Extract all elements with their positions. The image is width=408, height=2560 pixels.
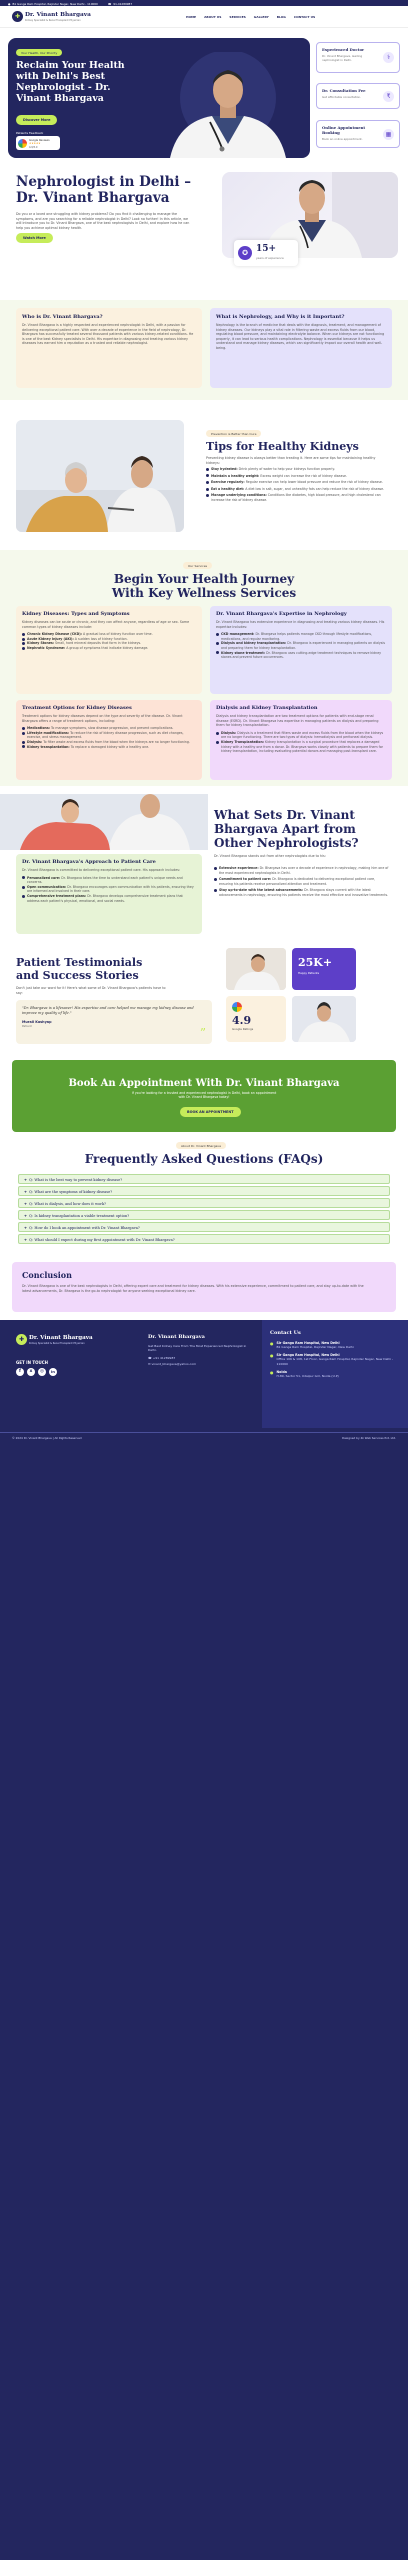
years-label: years of experience bbox=[256, 256, 284, 260]
services-section bbox=[0, 550, 408, 786]
social-links bbox=[16, 1368, 57, 1376]
intro-section bbox=[0, 164, 408, 300]
hero-card-fee-title: Dr. Consultation Fee bbox=[322, 88, 366, 93]
bullet-icon bbox=[22, 642, 25, 645]
approach-photo bbox=[0, 794, 208, 850]
calendar-icon: ▦ bbox=[383, 129, 394, 140]
bullet-icon bbox=[214, 878, 217, 881]
services-badge: Our Services bbox=[183, 562, 212, 569]
plus-icon: + bbox=[24, 1189, 28, 1194]
faq-section bbox=[0, 1140, 408, 1260]
testimonials-title: Patient Testimonials and Success Stories bbox=[16, 956, 143, 982]
hero-badge: Your Health, Our Priority bbox=[16, 49, 62, 56]
faq-item[interactable]: + Q: What is dialysis, and how does it work? bbox=[18, 1198, 390, 1208]
contact-item-sub: Office 106 & 108, 1st Floor, Ganga Ram Hospital, Rajinder Nagar, New Delhi - 110060 bbox=[276, 1357, 394, 1366]
conclusion-card bbox=[12, 1262, 396, 1312]
happy-patients-label: Happy Patients bbox=[298, 971, 320, 975]
get-in-touch-label: GET IN TOUCH bbox=[16, 1360, 49, 1365]
testimonial-photo-1 bbox=[226, 948, 286, 990]
footer-logo-icon[interactable]: ✚ bbox=[16, 1334, 27, 1345]
approach-card bbox=[16, 854, 202, 934]
footer-divider bbox=[0, 1432, 408, 1433]
happy-patients-value: 25K+ bbox=[298, 956, 333, 969]
service-card-title: Dialysis and Kidney Transplantation bbox=[216, 705, 318, 711]
list-item: Extensive experience: Dr. Bhargava has over a decade of experience in nephrology, making him one of the most experienced nephrologists in Delhi. bbox=[214, 866, 390, 875]
bullet-icon bbox=[214, 889, 217, 892]
location-icon: ● bbox=[270, 1341, 274, 1346]
conclusion-text: Dr. Vinant Bhargava is one of the best nephrologists in Delhi, offering expert care and treatment for kidney diseases. With his extensive experience, commitment to patient care, and stay up-to-date with the latest advancements, Dr. Bhargava is the go-to nephrologist for anyone seeking exceptional kidney care. bbox=[22, 1284, 364, 1293]
bullet-icon bbox=[22, 886, 25, 889]
testimonial-quote: "Dr. Bhargava is a lifesaver! His expertise and care helped me manage my kidney disease and improve my quality of life." bbox=[22, 1006, 194, 1015]
bullet-icon bbox=[216, 651, 219, 654]
plus-icon: + bbox=[24, 1237, 28, 1242]
bullet-icon bbox=[216, 741, 219, 744]
list-item: Nephrotic Syndrome: A group of symptoms that indicate kidney damage. bbox=[22, 646, 196, 651]
tips-badge: Prevention is Better than Cure bbox=[206, 430, 261, 437]
appointment-banner bbox=[12, 1060, 396, 1132]
intro-text: Do you or a loved one struggling with kidney problems? Do you find it challenging to manage the symptoms, and are you searching for a reliable nephrologist in Delhi? Look no further! In this article, we will introduce you to Dr. Vinant Bhargava, one of the best nephrologists in Delhi, and explore how he can help you achieve optimal kidney health. bbox=[16, 212, 190, 230]
list-item: Chronic Kidney Disease (CKD): A gradual loss of kidney function over time. bbox=[22, 632, 196, 637]
service-card-expertise bbox=[210, 606, 392, 694]
sets-apart-title: What Sets Dr. Vinant Bhargava Apart from Other Nephrologists? bbox=[214, 808, 359, 850]
nav-services[interactable]: SERVICES bbox=[229, 15, 246, 19]
phone-icon: ☎ bbox=[148, 1356, 153, 1360]
feedback-label: Patients Feedback bbox=[16, 131, 44, 135]
sets-apart-list bbox=[214, 866, 390, 898]
hero-title: Reclaim Your Health with Delhi's Best Nephrologist - Dr. Vinant Bhargava bbox=[16, 60, 125, 104]
testimonial-card bbox=[16, 1000, 212, 1044]
list-item: Kidney Stones: Small, hard mineral deposits that form in the kidneys. bbox=[22, 641, 196, 646]
hero-card-fee[interactable] bbox=[316, 83, 400, 109]
discover-more-button[interactable]: Discover More bbox=[16, 115, 57, 125]
faq-title: Frequently Asked Questions (FAQs) bbox=[84, 1152, 324, 1166]
bullet-icon bbox=[22, 745, 25, 748]
list-item: Kidney transplantation: To replace a damaged kidney with a healthy one. bbox=[22, 745, 196, 750]
service-card-treatment bbox=[16, 700, 202, 780]
nav-home[interactable]: HOME bbox=[186, 15, 197, 19]
conclusion-title: Conclusion bbox=[22, 1270, 72, 1280]
plus-icon: + bbox=[24, 1201, 28, 1206]
what-text: Nephrology is the branch of medicine that deals with the diagnosis, treatment, and management of kidney diseases. Our kidneys play a vital role in filtering waste and excess fluids from our blood, regulating blood pressure, and maintaining electrolyte balance. When our kidneys are not functioning properly, it can lead to serious health complications. Nephrology is essential because it helps us understand and manage kidney diseases, which can significantly impact our overall health and well-being. bbox=[216, 323, 385, 350]
award-icon: ✪ bbox=[238, 246, 252, 260]
instagram-icon[interactable]: ◎ bbox=[38, 1368, 46, 1376]
plus-icon: + bbox=[24, 1213, 28, 1218]
approach-title: Dr. Vinant Bhargava's Approach to Patient Care bbox=[22, 859, 156, 865]
bullet-icon bbox=[206, 474, 209, 477]
logo-icon[interactable]: ✚ bbox=[12, 11, 23, 22]
book-appointment-button[interactable]: BOOK AN APPOINTMENT bbox=[180, 1107, 241, 1117]
bullet-icon bbox=[206, 481, 209, 484]
main-nav bbox=[186, 15, 315, 19]
testimonials-text: Don't just take our word for it! Here's what some of Dr. Vinant Bhargava's patients have to say: bbox=[16, 986, 166, 995]
contact-item-title: Sir Ganga Ram Hospital, New Delhi bbox=[276, 1341, 340, 1345]
who-card bbox=[16, 308, 202, 388]
bullet-icon bbox=[22, 638, 25, 641]
phone-icon: ☎ bbox=[107, 1, 112, 6]
service-card-diseases bbox=[16, 606, 202, 694]
bullet-icon bbox=[206, 494, 209, 497]
list-item: Stay up-to-date with the latest advancements: Dr. Bhargava stays current with the latest advancements in nephrology, ensuring his patients receive the most effective and innovative treatments. bbox=[214, 888, 390, 897]
footer-col3-title: Contact Us bbox=[270, 1330, 301, 1336]
google-review-card[interactable] bbox=[16, 136, 60, 150]
hero-card-fee-text: Get affordable consultation. bbox=[322, 95, 362, 99]
list-item: Eat a healthy diet: A diet low in salt, sugar, and unhealthy fats can help reduce the risk of kidney disease. bbox=[206, 487, 390, 492]
tips-section bbox=[0, 400, 408, 550]
footer-phone[interactable]: ☎ +91 41289987 bbox=[148, 1356, 176, 1360]
plus-icon: + bbox=[24, 1177, 28, 1182]
google-rating-label: Google Ratings bbox=[232, 1027, 254, 1031]
service-card-title: Treatment Options for Kidney Diseases bbox=[22, 705, 132, 711]
what-title: What is Nephrology, and Why is it Important? bbox=[216, 314, 345, 320]
faq-item[interactable]: + Q: What are the symptoms of kidney disease? bbox=[18, 1186, 390, 1196]
list-item: Open communication: Dr. Bhargava encourages open communication with his patients, ensuring they are informed and involved in their care. bbox=[22, 885, 196, 894]
faq-item[interactable]: + Q: Is kidney transplantation a viable treatment option? bbox=[18, 1210, 390, 1220]
hero-section bbox=[0, 28, 408, 164]
fee-icon: ₹ bbox=[383, 91, 394, 102]
hero-card-booking-title: Online Appointment Booking bbox=[322, 125, 366, 135]
footer-col2-title: Dr. Vinant Bhargava bbox=[148, 1334, 205, 1340]
sets-apart-text: Dr. Vinant Bhargava stands out from other nephrologists due to his: bbox=[214, 854, 326, 858]
tips-photo bbox=[16, 420, 184, 532]
who-title: Who is Dr. Vinant Bhargava? bbox=[22, 314, 103, 320]
service-card-text: Dialysis and kidney transplantation are two treatment options for patients with end-stage renal disease (ESRD). Dr. Vinant Bhargava has expertise in managing patients on dialysis and preparing them for kidney transplantation. bbox=[216, 714, 379, 728]
list-item: Dialysis: Dialysis is a treatment that filters waste and excess fluids from the blood when the kidneys are no longer functioning. There are two types of dialysis: hemodialysis and peritoneal dialysis. bbox=[216, 731, 386, 740]
list-item: Lifestyle modifications: To reduce the risk of kidney disease progression, such as diet changes, exercise, and stress management. bbox=[22, 731, 196, 740]
service-card-title: Dr. Vinant Bhargava's Expertise in Nephrology bbox=[216, 611, 347, 617]
quote-icon: ” bbox=[199, 1026, 206, 1040]
mail-icon: ✉ bbox=[148, 1362, 152, 1366]
site-header bbox=[0, 6, 408, 28]
footer-email[interactable]: ✉ vinant_bhargava@yahoo.com bbox=[148, 1362, 197, 1366]
contact-item-sub: H-89, Sector 51, Udaipur Girl, Noida (U.P) bbox=[276, 1374, 339, 1379]
contact-item bbox=[270, 1353, 400, 1366]
location-icon: ● bbox=[270, 1370, 274, 1376]
testimonial-author: Murali Kashyap bbox=[22, 1020, 52, 1024]
watch-more-button[interactable]: Watch More bbox=[16, 233, 53, 243]
services-title: Begin Your Health Journey With Key Wellness Services bbox=[111, 572, 297, 600]
bullet-icon bbox=[22, 876, 25, 879]
doctor-icon: ⚕ bbox=[383, 52, 394, 63]
bullet-icon bbox=[22, 647, 25, 650]
bullet-icon bbox=[216, 732, 219, 735]
faq-item[interactable]: + Q: What should I expect during my first appointment with Dr. Vinant Bhargava? bbox=[18, 1234, 390, 1244]
twitter-icon[interactable]: x bbox=[27, 1368, 35, 1376]
list-item: Manage underlying conditions: Conditions like diabetes, high blood pressure, and high cholesterol can increase the risk of kidney disease. bbox=[206, 493, 390, 502]
bullet-icon bbox=[216, 642, 219, 645]
bullet-icon bbox=[22, 732, 25, 735]
brand-tagline: Kidney Specialist & Renal Transplant Physician bbox=[25, 19, 81, 22]
bullet-icon bbox=[206, 468, 209, 471]
hero-card-experienced-text: Dr. Vinant Bhargava, leading nephrologist in Delhi. bbox=[322, 54, 363, 62]
service-card-text: Dr. Vinant Bhargava has extensive experience in diagnosing and treating various kidney diseases. His expertise includes: bbox=[216, 620, 385, 629]
google-icon bbox=[232, 1002, 242, 1012]
stat-card-rating bbox=[226, 996, 286, 1042]
copyright-text: © 2024 Dr. Vinant Bhargava | All Rights Reserved bbox=[12, 1436, 82, 1440]
bullet-icon bbox=[206, 488, 209, 491]
google-review-label: Google Reviews bbox=[29, 138, 50, 142]
list-item: Acute Kidney Injury (AKI): A sudden loss of kidney function. bbox=[22, 637, 196, 642]
faq-item[interactable]: + Q: How do I book an appointment with Dr. Vinant Bhargava? bbox=[18, 1222, 390, 1232]
facebook-icon[interactable]: f bbox=[16, 1368, 24, 1376]
topbar-address: B1 Ganga Ram Hospital, Rajinder Nagar, New Delhi - 110060 bbox=[12, 1, 98, 6]
service-card-text: Treatment options for kidney diseases depend on the type and severity of the disease. Dr. Vinant Bhargava offers a range of treatment options, including: bbox=[22, 714, 183, 723]
google-icon bbox=[18, 139, 27, 148]
testimonial-role: Patient bbox=[22, 1024, 32, 1028]
linkedin-icon[interactable]: in bbox=[50, 1369, 55, 1374]
hero-card-experienced-title: Experienced Doctor bbox=[322, 47, 364, 52]
design-credit[interactable]: Designed by 4k Web Services Pvt. Ltd. bbox=[342, 1436, 396, 1440]
list-item: Commitment to patient care: Dr. Bhargava is dedicated to delivering exceptional patient care, ensuring his patients receive personalized attention and treatment. bbox=[214, 877, 390, 886]
appointment-section bbox=[0, 1052, 408, 1140]
rating-value: 4.9/5.0 bbox=[29, 145, 38, 149]
contact-item bbox=[270, 1370, 400, 1378]
bullet-icon bbox=[214, 867, 217, 870]
tips-intro: Preventing kidney disease is always better than treating it. Here are some tips for maintaining healthy kidneys: bbox=[206, 456, 376, 465]
hero-card-booking-text: Book an online appointment. bbox=[322, 137, 363, 141]
star-rating: ★★★★★ bbox=[29, 142, 41, 145]
stat-card-patients bbox=[292, 948, 356, 990]
google-rating-value: 4.9 bbox=[232, 1014, 252, 1027]
experience-badge bbox=[234, 240, 298, 266]
service-card-dialysis bbox=[210, 700, 392, 780]
contact-item-sub: B1 Ganga Ram Hospital, Rajinder Nagar, New Delhi bbox=[276, 1345, 354, 1349]
intro-title: Nephrologist in Delhi – Dr. Vinant Bhargava bbox=[16, 174, 191, 206]
footer-col2-text: Get Best Kidney Care From The Most Experienced Nephrologist in Delhi. bbox=[148, 1344, 247, 1353]
approach-section bbox=[0, 786, 408, 940]
plus-icon: + bbox=[24, 1225, 28, 1230]
tips-list bbox=[206, 467, 390, 503]
nav-gallery[interactable]: GALLERY bbox=[253, 15, 269, 19]
topbar-phone[interactable]: 91-41289987 bbox=[113, 1, 133, 6]
bullet-icon bbox=[22, 633, 25, 636]
bullet-icon bbox=[216, 633, 219, 636]
conclusion-section bbox=[0, 1260, 408, 1320]
tips-title: Tips for Healthy Kidneys bbox=[206, 440, 359, 453]
brand-name[interactable]: Dr. Vinant Bhargava bbox=[25, 12, 91, 18]
years-value: 15+ bbox=[256, 244, 277, 254]
approach-text: Dr. Vinant Bhargava is committed to delivering exceptional patient care. His approach includes: bbox=[22, 868, 181, 872]
location-icon: ● bbox=[270, 1353, 274, 1359]
faq-item[interactable]: + Q: What is the best way to prevent kidney disease? bbox=[18, 1174, 390, 1184]
contact-item-title: Sir Ganga Ram Hospital, New Delhi bbox=[276, 1353, 340, 1358]
what-card bbox=[210, 308, 392, 388]
nav-contact[interactable]: CONTACT US bbox=[293, 15, 316, 19]
appointment-title: Book An Appointment With Dr. Vinant Bhargava bbox=[68, 1078, 340, 1089]
who-text: Dr. Vinant Bhargava is a highly respected and experienced nephrologist in Delhi, with a passion for delivering exceptional patient care. With over a decade of experience in the field of nephrology, Dr. Bhargava has successfully treated several thousand patients with various kidney-related conditions. He is one of the best Kidney specialists in Delhi. His expertise in diagnosing and treating various kidney diseases has earned him a reputation as a trusted and reliable nephrologist. bbox=[22, 323, 194, 346]
footer-brand-tagline: Kidney Specialist & Renal Transplant Physician bbox=[29, 1342, 85, 1345]
faq-badge: About Dr. Vinant Bhargava bbox=[176, 1142, 226, 1149]
service-card-title: Kidney Diseases: Types and Symptoms bbox=[22, 611, 130, 617]
list-item: Kidney stone treatment: Dr. Bhargava uses cutting-edge treatment techniques to remove kidney stones and prevent future occurrences. bbox=[216, 651, 386, 660]
contact-item-title: Noida bbox=[276, 1370, 287, 1375]
location-icon: ● bbox=[8, 1, 11, 6]
list-item: Stay hydrated: Drink plenty of water to help your kidneys function properly. bbox=[206, 467, 390, 472]
contact-item bbox=[270, 1341, 400, 1349]
bullet-icon bbox=[22, 727, 25, 730]
list-item: Dialysis and kidney transplantation: Dr. Bhargava is experienced in managing patients on dialysis and preparing them for kidney transplantation. bbox=[216, 641, 386, 650]
list-item: Personalized care: Dr. Bhargava takes the time to understand each patient's unique needs and concerns. bbox=[22, 876, 196, 885]
nav-about[interactable]: ABOUT US bbox=[204, 15, 222, 19]
hero-banner bbox=[8, 38, 310, 158]
list-item: Comprehensive treatment plans: Dr. Bhargava develops comprehensive treatment plans that address each patient's physical, emotional, and social needs. bbox=[22, 894, 196, 903]
list-item: Exercise regularly: Regular exercise can help lower blood pressure and reduce the risk of kidney disease. bbox=[206, 480, 390, 485]
hero-doctor-photo bbox=[148, 52, 308, 158]
footer-contact-panel bbox=[262, 1320, 408, 1428]
appointment-text: If you're looking for a trusted and experienced nephrologist in Delhi, book an appointment with Dr. Vinant Bhargava today! bbox=[131, 1091, 277, 1100]
bullet-icon bbox=[22, 895, 25, 898]
service-card-text: Kidney diseases can be acute or chronic, and they can affect anyone, regardless of age or sex. Some common types of kidney diseases include: bbox=[22, 620, 190, 629]
nav-blog[interactable]: BLOG bbox=[276, 15, 286, 19]
site-footer bbox=[0, 1320, 408, 2560]
testimonials-section bbox=[0, 940, 408, 1052]
bullet-icon bbox=[22, 741, 25, 744]
about-section bbox=[0, 300, 408, 400]
list-item: CKD management: Dr. Bhargava helps patients manage CKD through lifestyle modifications, medications, and regular monitoring. bbox=[216, 632, 386, 641]
footer-brand-name[interactable]: Dr. Vinant Bhargava bbox=[29, 1335, 93, 1341]
list-item: Kidney Transplantation: Kidney transplantation is a surgical procedure that replaces a damaged kidney with a healthy one from a donor. Dr. Bhargava works closely with patients to prepare them for kidney transplantation, including evaluating potential donors and managing post-transplant care. bbox=[216, 740, 386, 754]
testimonial-photo-2 bbox=[292, 996, 356, 1042]
list-item: Maintain a healthy weight: Excess weight can increase the risk of kidney disease. bbox=[206, 474, 390, 479]
list-item: Dialysis: To filter waste and excess fluids from the blood when the kidneys are no longer functioning. bbox=[22, 740, 196, 745]
footer-bottom bbox=[0, 1436, 408, 1440]
hero-card-experienced[interactable] bbox=[316, 42, 400, 73]
hero-card-booking[interactable] bbox=[316, 120, 400, 148]
list-item: Medications: To manage symptoms, slow disease progression, and prevent complications. bbox=[22, 726, 196, 731]
